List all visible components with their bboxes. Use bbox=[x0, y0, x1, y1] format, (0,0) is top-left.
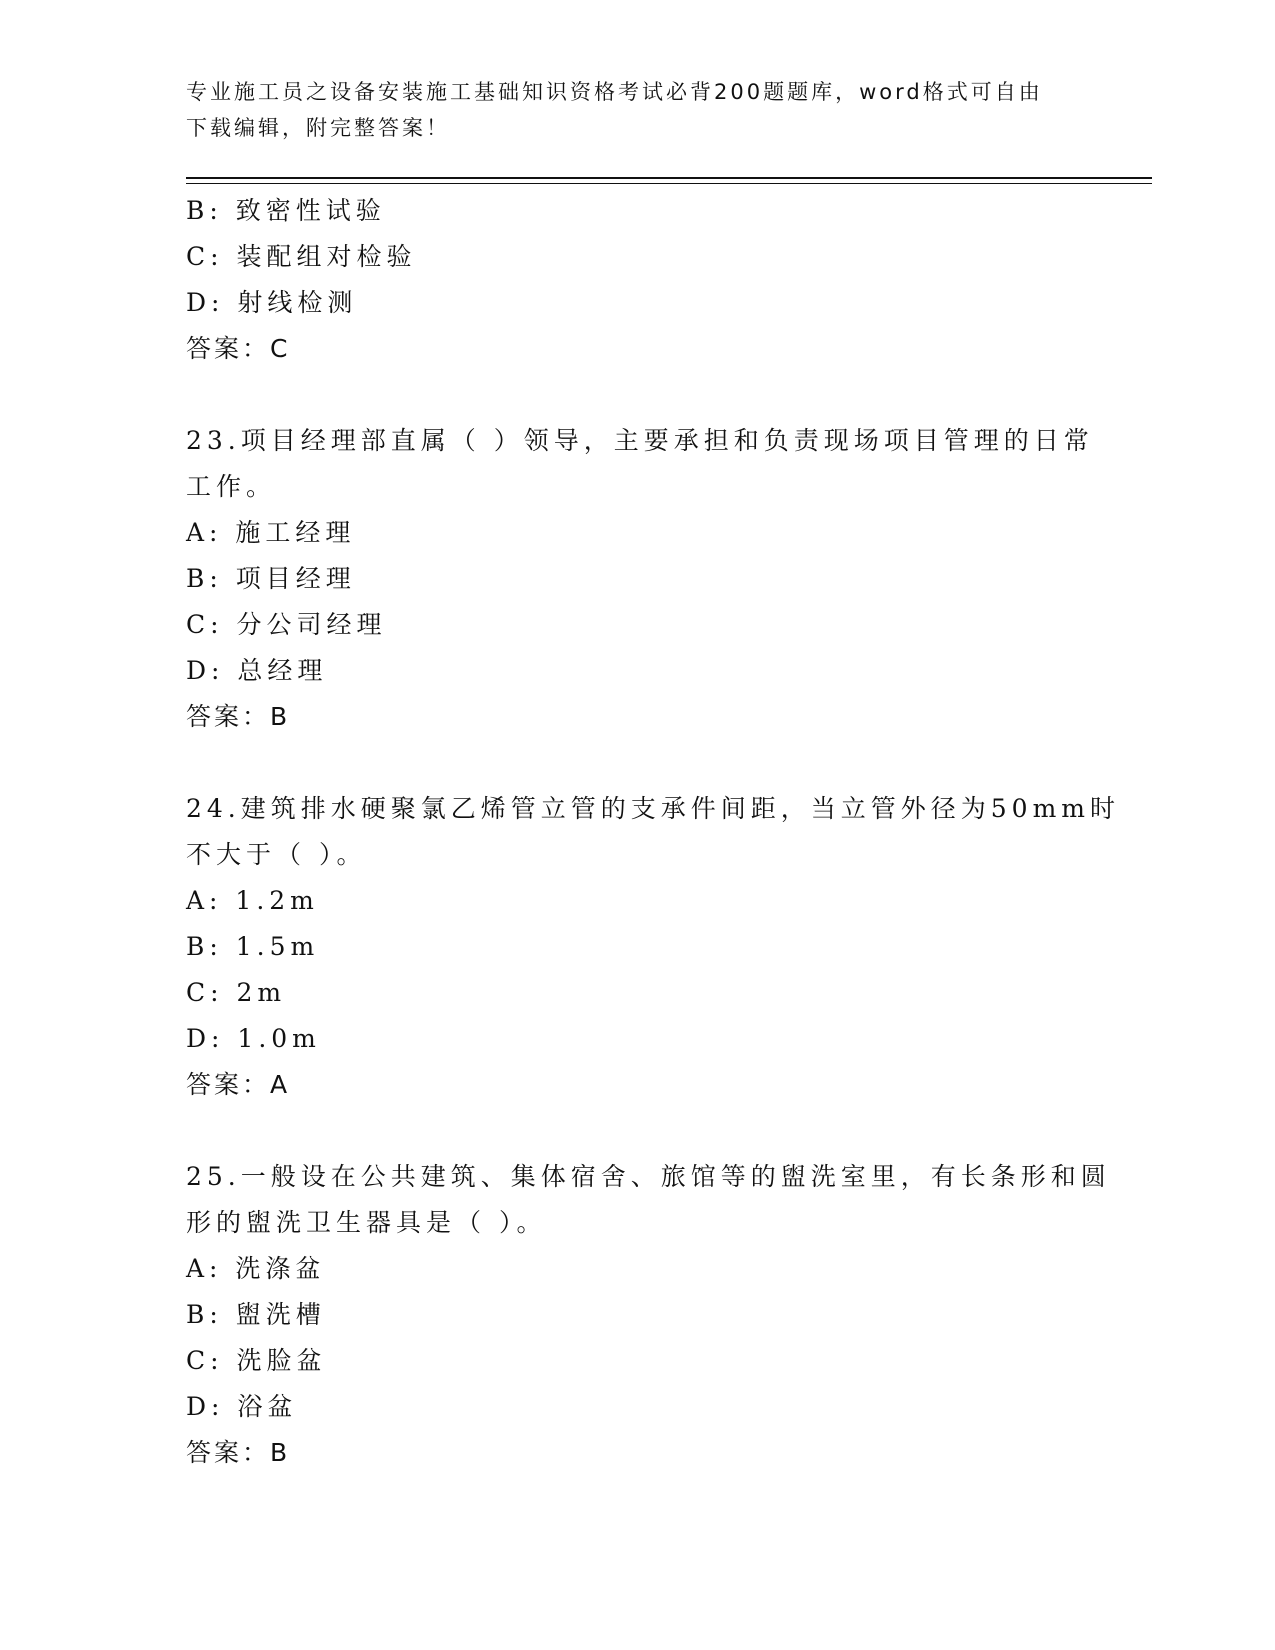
option-b: B: 1.5m bbox=[186, 932, 320, 961]
option-c: C: 2m bbox=[186, 978, 287, 1007]
answer-line: 答案：C bbox=[186, 334, 291, 363]
option-d: D: 浴盆 bbox=[186, 1392, 298, 1421]
answer-line: 答案：A bbox=[186, 1070, 291, 1099]
option-c: C: 洗脸盆 bbox=[186, 1346, 327, 1375]
option-d: D: 1.0m bbox=[186, 1024, 321, 1053]
option-c: C: 分公司经理 bbox=[186, 610, 387, 639]
question-stem-line-1: 25.一般设在公共建筑、集体宿舍、旅馆等的盥洗室里，有长条形和圆 bbox=[186, 1162, 1111, 1191]
question-22-tail bbox=[186, 188, 1086, 372]
question-stem-line-2: 不大于（ ）。 bbox=[186, 840, 367, 869]
document-header bbox=[186, 74, 1066, 146]
header-rule-thin bbox=[186, 183, 1152, 184]
question-stem-line-1: 24.建筑排水硬聚氯乙烯管立管的支承件间距，当立管外径为50mm时 bbox=[186, 794, 1120, 823]
option-b: B: 致密性试验 bbox=[186, 196, 386, 225]
spacer bbox=[186, 372, 1086, 418]
option-d: D: 射线检测 bbox=[186, 288, 358, 317]
option-a: A: 1.2m bbox=[186, 886, 319, 915]
option-d: D: 总经理 bbox=[186, 656, 328, 685]
answer-line: 答案：B bbox=[186, 1438, 291, 1467]
header-rule-thick bbox=[186, 177, 1152, 179]
option-b: B: 盥洗槽 bbox=[186, 1300, 326, 1329]
spacer bbox=[186, 740, 1086, 786]
option-b: B: 项目经理 bbox=[186, 564, 356, 593]
question-25 bbox=[186, 1154, 1111, 1476]
question-list bbox=[186, 188, 1120, 1476]
question-stem-line-1: 23.项目经理部直属（ ）领导，主要承担和负责现场项目管理的日常 bbox=[186, 426, 1094, 455]
option-c: C: 装配组对检验 bbox=[186, 242, 417, 271]
question-stem-line-2: 形的盥洗卫生器具是（ ）。 bbox=[186, 1208, 547, 1237]
header-title-line-1: 专业施工员之设备安装施工基础知识资格考试必背200题题库，word格式可自由 bbox=[186, 80, 1043, 104]
option-a: A: 洗涤盆 bbox=[186, 1254, 326, 1283]
question-stem-line-2: 工作。 bbox=[186, 472, 277, 501]
header-title-line-2: 下载编辑，附完整答案！ bbox=[186, 116, 450, 140]
question-23 bbox=[186, 418, 1094, 740]
spacer bbox=[186, 1108, 1086, 1154]
question-24 bbox=[186, 786, 1120, 1108]
answer-line: 答案：B bbox=[186, 702, 291, 731]
option-a: A: 施工经理 bbox=[186, 518, 356, 547]
